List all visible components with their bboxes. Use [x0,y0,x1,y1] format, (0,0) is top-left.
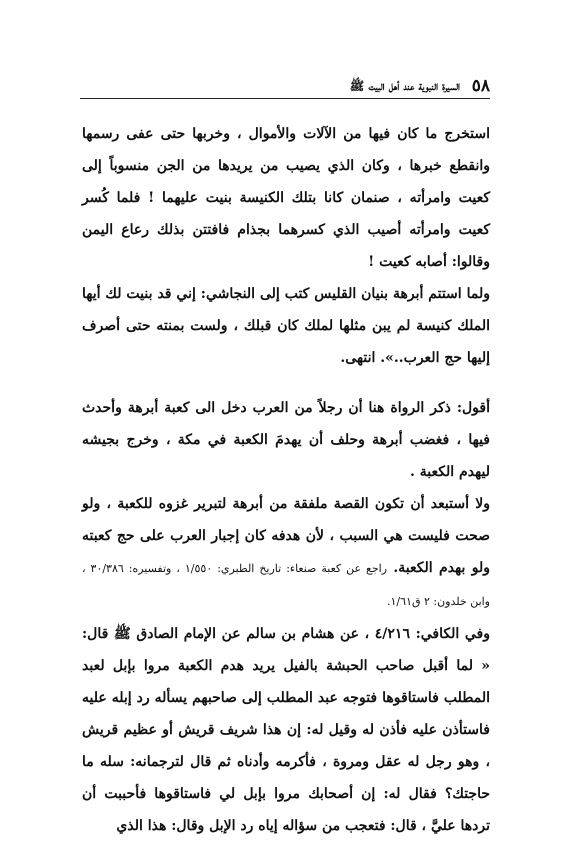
paragraph-4 [82,488,490,618]
paragraph-5: وفي الكافي: ٤/٢١٦ ، عن هشام بن سالم عن الإمام الصادق ﷺ قال: « لما أقبل صاحب الحبشة بالفيل يريد هدم الكعبة مروا بإبل لعبد المطلب فاستاقوها فتوجه عبد المطلب إلى صاحبهم يسأله رد إبله عليه فاستأذن عليه فأذن له وقيل له: إن هذا شريف قريش أو عظيم قريش ، وهو رجل له عقل ومروة ، فأكرمه وأدناه ثم قال لترجمانه: سله ما حاجتك؟ فقال له: إن أصحابك مروا بإبل لي فاستاقوها فأحببت أن تردها عليَّ ، قال: فتعجب من سؤاله إياه رد الإبل وقال: هذا الذي [82,626,490,834]
page-number: ٥٨ [471,76,490,96]
running-title: السيرة النبوية عند أهل البيت ﷺ [349,79,460,93]
paragraph-2: ولما استتم أبرهة بنيان القليس كتب إلى النجاشي: إني قد بنيت لك أيها الملك كنيسة لم يبن مثلها لملك كان قبلك ، ولست بمنته حتى أصرف إليها حج العرب..». انتهى. [82,286,490,366]
paragraph-4-reference: راجع عن كعبة صنعاء: تاريخ الطبري: ١/٥٥٠ ، وتفسيره: ٣٠/٣٨٦ ، وابن خلدون: ٢ ق١/٦١. [82,562,490,608]
paragraph-3: أقول: ذكر الرواة هنا أن رجلاً من العرب دخل الى كعبة أبرهة وأحدث فيها ، فغضب أبرهة وحلف أن يهدمَ الكعبة في مكة ، وخرج بجيشه ليهدم الكعبة . [82,400,490,480]
paragraph-4-text: ولا أستبعد أن تكون القصة ملفقة من أبرهة لتبرير غزوه للكعبة ، ولو صحت فليست هي السبب ، لأن هدفه كان إجبار العرب على حج كعبته ولو بهدم الكعبة. [82,496,491,576]
page-header [80,76,490,99]
body-text [82,118,490,842]
paragraph-1: استخرج ما كان فيها من الآلات والأموال ، وخربها حتى عفى رسمها وانقطع خبرها ، وكان الذي يصيب من يريدها من الجن منسوباً إلى كعيت وامرأته ، صنمان كانا بتلك الكنيسة بنيت عليهما ! فلما كُسر كعيت وامرأته أصيب الذي كسرهما بجذام فافتتن بذلك رعاع اليمن وقالوا: أصابه كعيت ! [82,126,490,270]
